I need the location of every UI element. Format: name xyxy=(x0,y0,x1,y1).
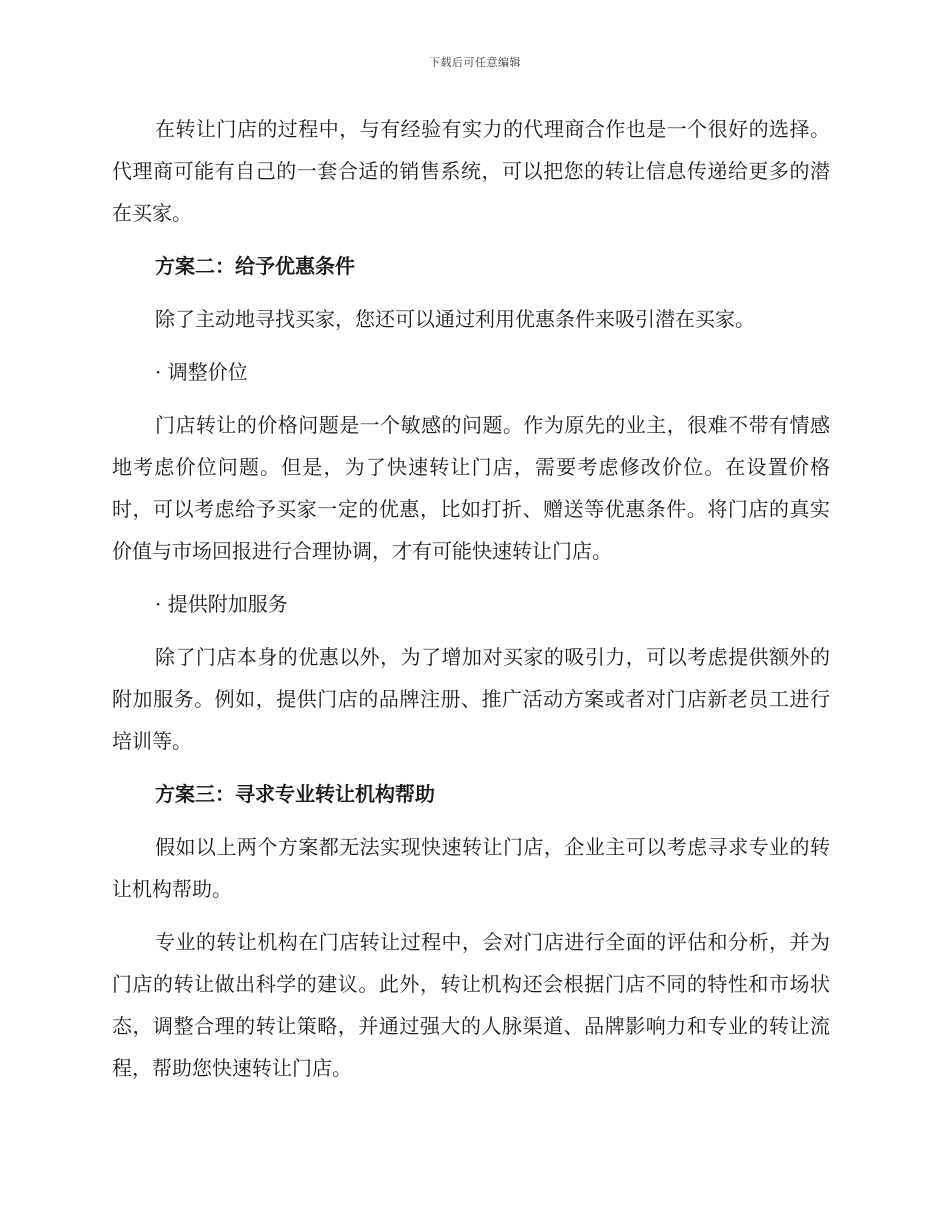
paragraph-price-issue: 门店转让的价格问题是一个敏感的问题。作为原先的业主，很难不带有情感地考虑价位问题。但是，为了快速转让门店，需要考虑修改价位。在设置价格时，可以考虑给予买家一定的优惠，比如打折、赠送等优惠条件。将门店的真实价值与市场回报进行合理协调，才有可能快速转让门店。 xyxy=(112,413,830,563)
paragraph-agency-process: 专业的转让机构在门店转让过程中，会对门店进行全面的评估和分析，并为门店的转让做出科学的建议。此外，转让机构还会根据门店不同的特性和市场状态，调整合理的转让策略，并通过强大的人脉渠道、品牌影响力和专业的转让流程，帮助您快速转让门店。 xyxy=(112,930,830,1080)
document-body xyxy=(112,108,830,1089)
page-header: 下载后可任意编辑 xyxy=(429,56,521,69)
section-heading-plan-three: 方案三：寻求专业转让机构帮助 xyxy=(155,782,435,806)
paragraph-discount-intro: 除了主动地寻找买家，您还可以通过利用优惠条件来吸引潜在买家。 xyxy=(155,307,755,331)
section-heading-plan-two: 方案二：给予优惠条件 xyxy=(155,254,355,278)
paragraph-extra-services: 除了门店本身的优惠以外，为了增加对买家的吸引力，可以考虑提供额外的附加服务。例如，提供门店的品牌注册、推广活动方案或者对门店新老员工进行培训等。 xyxy=(112,645,830,753)
bullet-extra-services: · 提供附加服务 xyxy=(155,592,288,616)
bullet-adjust-price: · 调整价位 xyxy=(155,360,248,384)
paragraph-agent-cooperation: 在转让门店的过程中，与有经验有实力的代理商合作也是一个很好的选择。代理商可能有自己的一套合适的销售系统，可以把您的转让信息传递给更多的潜在买家。 xyxy=(112,117,830,225)
paragraph-seek-agency: 假如以上两个方案都无法实现快速转让门店，企业主可以考虑寻求专业的转让机构帮助。 xyxy=(112,835,830,901)
